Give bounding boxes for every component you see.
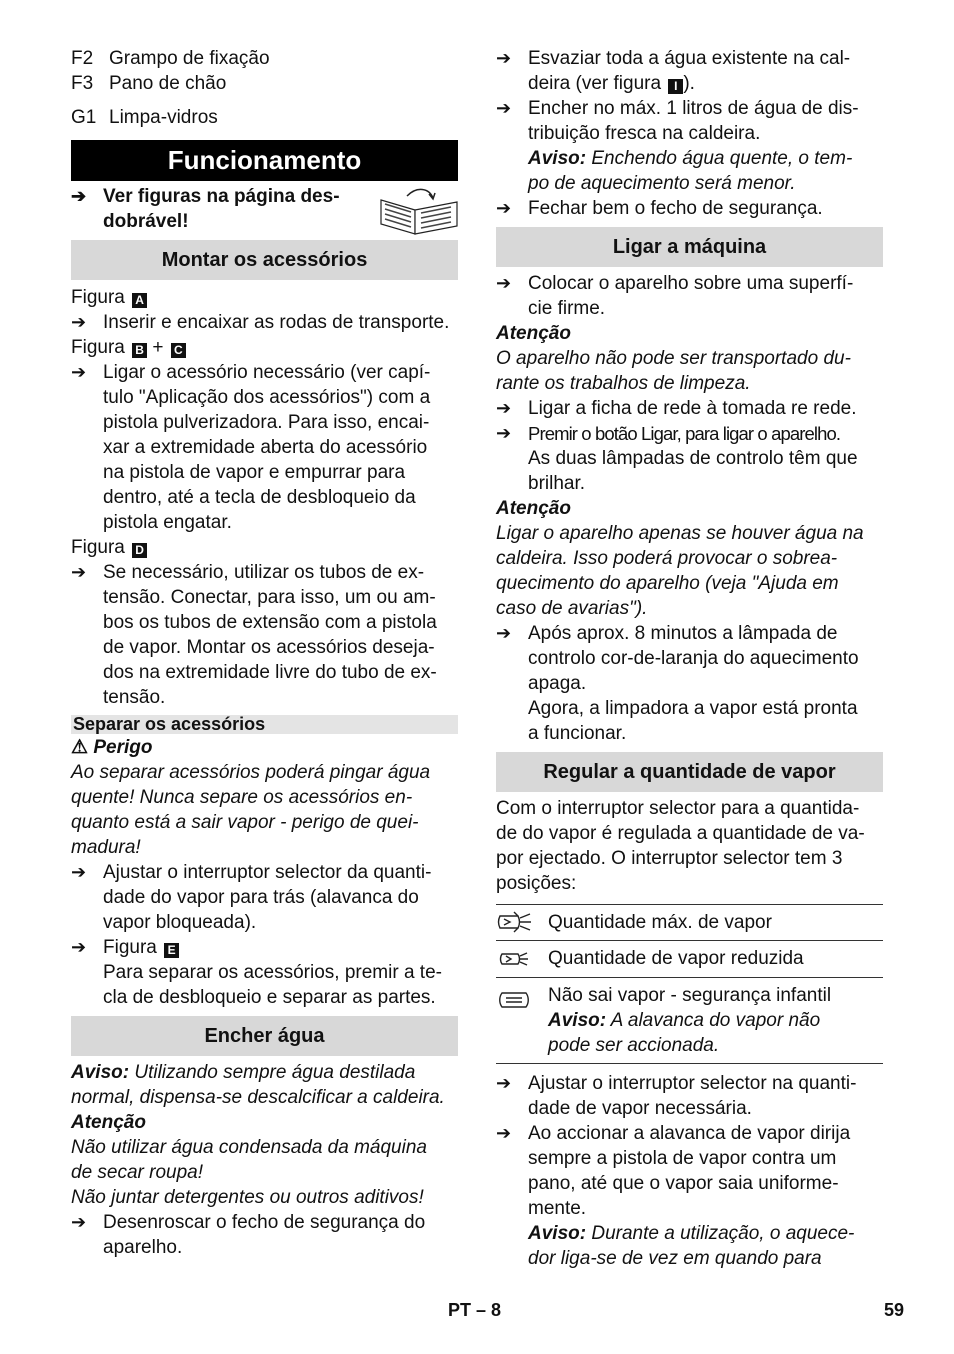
arrow-right-icon: ➔ (71, 562, 87, 582)
arrow-right-icon: ➔ (71, 1212, 87, 1232)
fill-step-3: ➔ Encher no máx. 1 litros de água de dis- tribuição fresca na caldeira. Aviso: Enchendo água quente, o tem- po de aquecimento será menor. (496, 98, 859, 194)
table-row: Quantidade de vapor reduzida (496, 941, 883, 977)
separate-step-1: ➔ Ajustar o interruptor selector da quanti- dade do vapor para trás (alavanca do vapor bloqueada). (71, 862, 432, 933)
table-divider (496, 1063, 883, 1064)
steam-regulation-title: Regular a quantidade de vapor (496, 752, 883, 792)
max-steam-icon (496, 908, 532, 936)
figure-ref-d: Figura D (71, 535, 458, 560)
steam-step-1: ➔ Ajustar o interruptor selector na quanti- dade de vapor necessária. (496, 1073, 857, 1119)
figure-a-label: A (132, 293, 147, 308)
see-figures-note: ➔ Ver figuras na página des- dobrável! (71, 184, 458, 234)
list-item: G1 Limpa-vidros (71, 107, 218, 128)
fill-notice: Aviso: Utilizando sempre água destilada normal, dispensa-se descalcificar a caldeira. Atenção Não utilizar água condensada da máquina de secar roupa! Não juntar detergentes ou outros aditivos! (71, 1062, 445, 1208)
arrow-right-icon: ➔ (496, 98, 512, 118)
list-item: F3 Pano de chão (71, 73, 227, 94)
arrow-right-icon: ➔ (496, 48, 512, 68)
power-on-title: Ligar a máquina (496, 227, 883, 267)
table-row: Não sai vapor - segurança infantil Aviso: A alavanca do vapor não pode ser accionada. (496, 978, 883, 1062)
warning-triangle-icon: ⚠ (71, 737, 89, 758)
no-steam-icon (496, 986, 532, 1014)
section-title: Funcionamento (71, 140, 458, 181)
table-row: Quantidade máx. de vapor (496, 905, 883, 940)
arrow-right-icon: ➔ (496, 1073, 512, 1093)
arrow-right-icon: ➔ (496, 1123, 512, 1143)
arrow-right-icon: ➔ (71, 186, 87, 206)
list-item: F2 Grampo de fixação (71, 48, 270, 69)
separate-accessories-title: Separar os acessórios (71, 715, 458, 734)
open-book-icon (377, 186, 461, 236)
arrow-right-icon: ➔ (71, 312, 87, 332)
power-step-2: ➔ Ligar a ficha de rede à tomada re rede. (496, 398, 857, 419)
page-label: PT – 8 (448, 1300, 502, 1320)
fill-water-title: Encher água (71, 1016, 458, 1056)
arrow-right-icon: ➔ (71, 862, 87, 882)
arrow-right-icon: ➔ (496, 623, 512, 643)
arrow-right-icon: ➔ (496, 273, 512, 293)
danger-text: Ao separar acessórios poderá pingar água quente! Nunca separe os acessórios en- quanto está a sair vapor - perigo de quei- madura! (71, 762, 431, 858)
arrow-right-icon: ➔ (71, 937, 87, 957)
reduced-steam-icon (496, 945, 532, 973)
separate-step-2: ➔ Figura E Para separar os acessórios, premir a te- cla de desbloqueio e separar as partes. (71, 937, 442, 1008)
arrow-right-icon: ➔ (496, 398, 512, 418)
power-attention-1: Atenção O aparelho não pode ser transportado du- rante os trabalhos de limpeza. (496, 323, 851, 394)
arrow-right-icon: ➔ (71, 362, 87, 382)
figure-ref-bc: Figura B + C (71, 335, 458, 360)
steam-intro: Com o interruptor selector para a quantida- de do vapor é regulada a quantidade de va- por ejectado. O interruptor selector tem 3 posições: (496, 798, 865, 894)
page-number: 59 (884, 1300, 905, 1320)
power-step-1: ➔ Colocar o aparelho sobre uma superfí- cie firme. (496, 273, 854, 319)
figure-ref-a: Figura A (71, 285, 458, 310)
mount-step-3: ➔ Se necessário, utilizar os tubos de ex- tensão. Conectar, para isso, um ou am- bos os tubos de extensão com a pistola de vapor. Montar os acessórios deseja- dos na extremidade livre do tubo de ex- tensão. (71, 562, 437, 708)
power-attention-2: Atenção Ligar o aparelho apenas se houver água na caldeira. Isso poderá provocar o sobrea- quecimento do aparelho (veja "Ajuda em caso de avarias"). (496, 498, 864, 619)
fill-step-2: ➔ Esvaziar toda a água existente na cal- deira (ver figura I ). (496, 48, 851, 94)
power-step-3: ➔ Premir o botão Ligar, para ligar o aparelho. As duas lâmpadas de controlo têm que brilhar. (496, 423, 858, 494)
danger-label: ⚠ Perigo (71, 737, 153, 758)
fill-step-4: ➔ Fechar bem o fecho de segurança. (496, 198, 823, 219)
mount-step-1: ➔ Inserir e encaixar as rodas de transporte. (71, 312, 450, 333)
mount-accessories-title: Montar os acessórios (71, 240, 458, 280)
mount-step-2: ➔ Ligar o acessório necessário (ver capí- tulo "Aplicação dos acessórios") com a pistola pulverizadora. Para isso, encai- xar a extremidade aberta do acessório na pistola de vapor e empurrar para dentro, até a tecla de desbloqueio da pistola engatar. (71, 362, 431, 533)
power-step-4: ➔ Após aprox. 8 minutos a lâmpada de controlo cor-de-laranja do aquecimento apaga. Agora, a limpadora a vapor está pronta a funcionar. (496, 623, 859, 744)
arrow-right-icon: ➔ (496, 198, 512, 218)
steam-step-2: ➔ Ao accionar a alavanca de vapor dirija sempre a pistola de vapor contra um pano, até que o vapor saia uniforme- mente. Aviso: Durante a utilização, o aquece- dor liga-se de vez em quando para (496, 1123, 855, 1269)
arrow-right-icon: ➔ (496, 423, 512, 443)
fill-step-1: ➔ Desenroscar o fecho de segurança do aparelho. (71, 1212, 426, 1258)
